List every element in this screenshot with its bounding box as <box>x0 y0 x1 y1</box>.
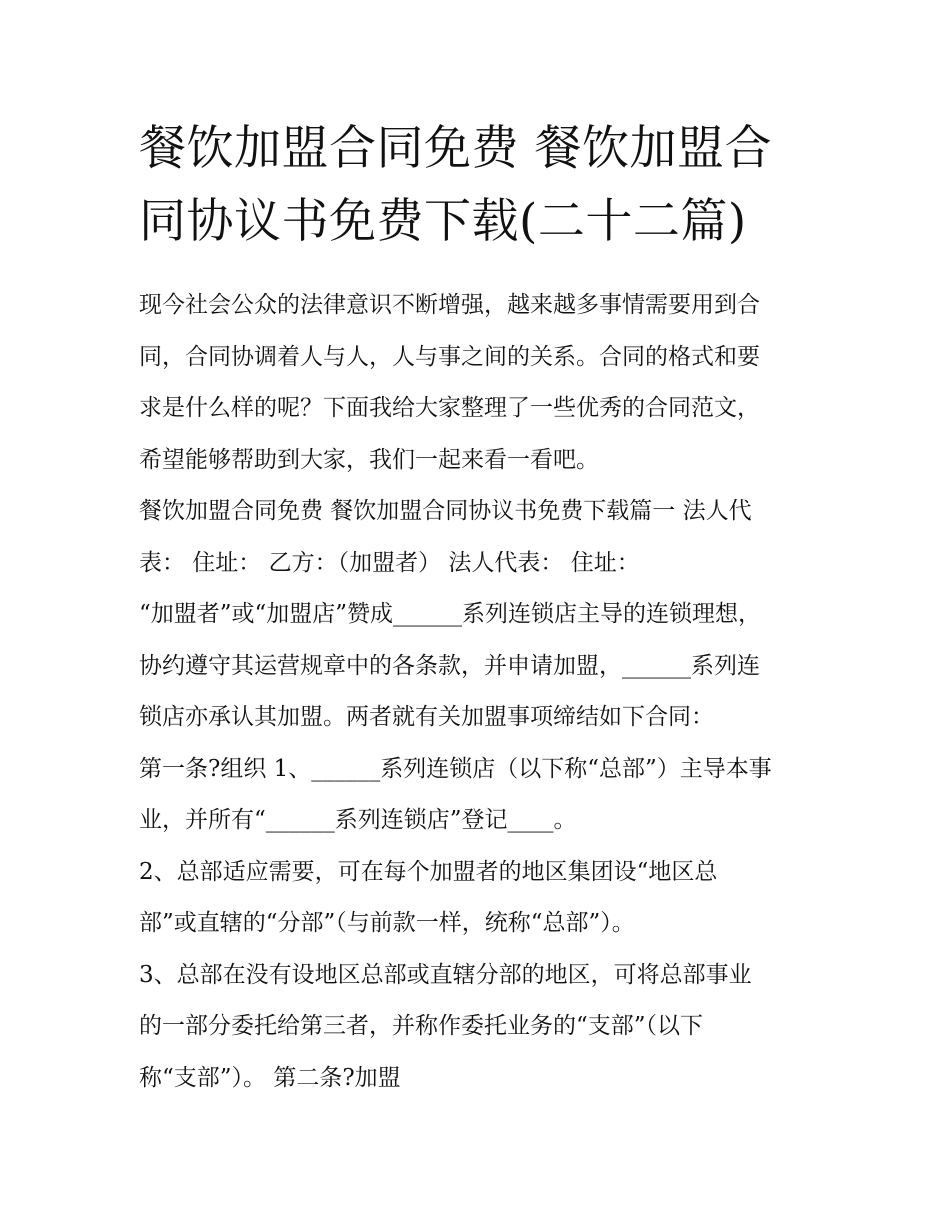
body-line: “加盟者”或“加盟店”赞成______系列连锁店主导的连锁理想， <box>139 601 762 627</box>
body-line: 协约遵守其运营规章中的各条款，并申请加盟，______系列连 <box>139 652 760 679</box>
document-title <box>139 112 839 258</box>
document-body <box>139 280 829 1104</box>
title-line-2: 同协议书免费下载(二十二篇) <box>139 194 747 249</box>
body-line: 称“支部”）。 第二条?加盟 <box>139 1064 401 1091</box>
body-line: 2、总部适应需要，可在每个加盟者的地区集团设“地区总 <box>139 858 718 885</box>
body-line: 部”或直辖的“分部”（与前款一样，统称“总部”）。 <box>139 910 635 936</box>
body-line: 餐饮加盟合同免费 餐饮加盟合同协议书免费下载篇一 法人代 <box>139 498 752 524</box>
body-line: 希望能够帮助到大家，我们一起来看一看吧。 <box>139 446 599 473</box>
body-line: 现今社会公众的法律意识不断增强，越来越多事情需要用到合 <box>139 292 760 318</box>
body-line: 求是什么样的呢？下面我给大家整理了一些优秀的合同范文， <box>139 395 760 421</box>
body-line: 的一部分委托给第三者，并称作委托业务的“支部”（以下 <box>139 1013 704 1039</box>
title-line-1: 餐饮加盟合同免费 餐饮加盟合 <box>139 121 772 176</box>
body-line: 锁店亦承认其加盟。两者就有关加盟事项缔结如下合同： <box>139 704 714 730</box>
body-line: 3、总部在没有设地区总部或直辖分部的地区，可将总部事业 <box>139 961 752 988</box>
body-line: 同，合同协调着人与人，人与事之间的关系。合同的格式和要 <box>139 343 760 370</box>
body-line: 业，并所有“______系列连锁店”登记____。 <box>139 807 577 833</box>
body-line: 表： 住址： 乙方：（加盟者） 法人代表： 住址： <box>139 549 640 576</box>
body-line: 第一条?组织 1、______系列连锁店（以下称“总部”）主导本事 <box>139 755 772 782</box>
